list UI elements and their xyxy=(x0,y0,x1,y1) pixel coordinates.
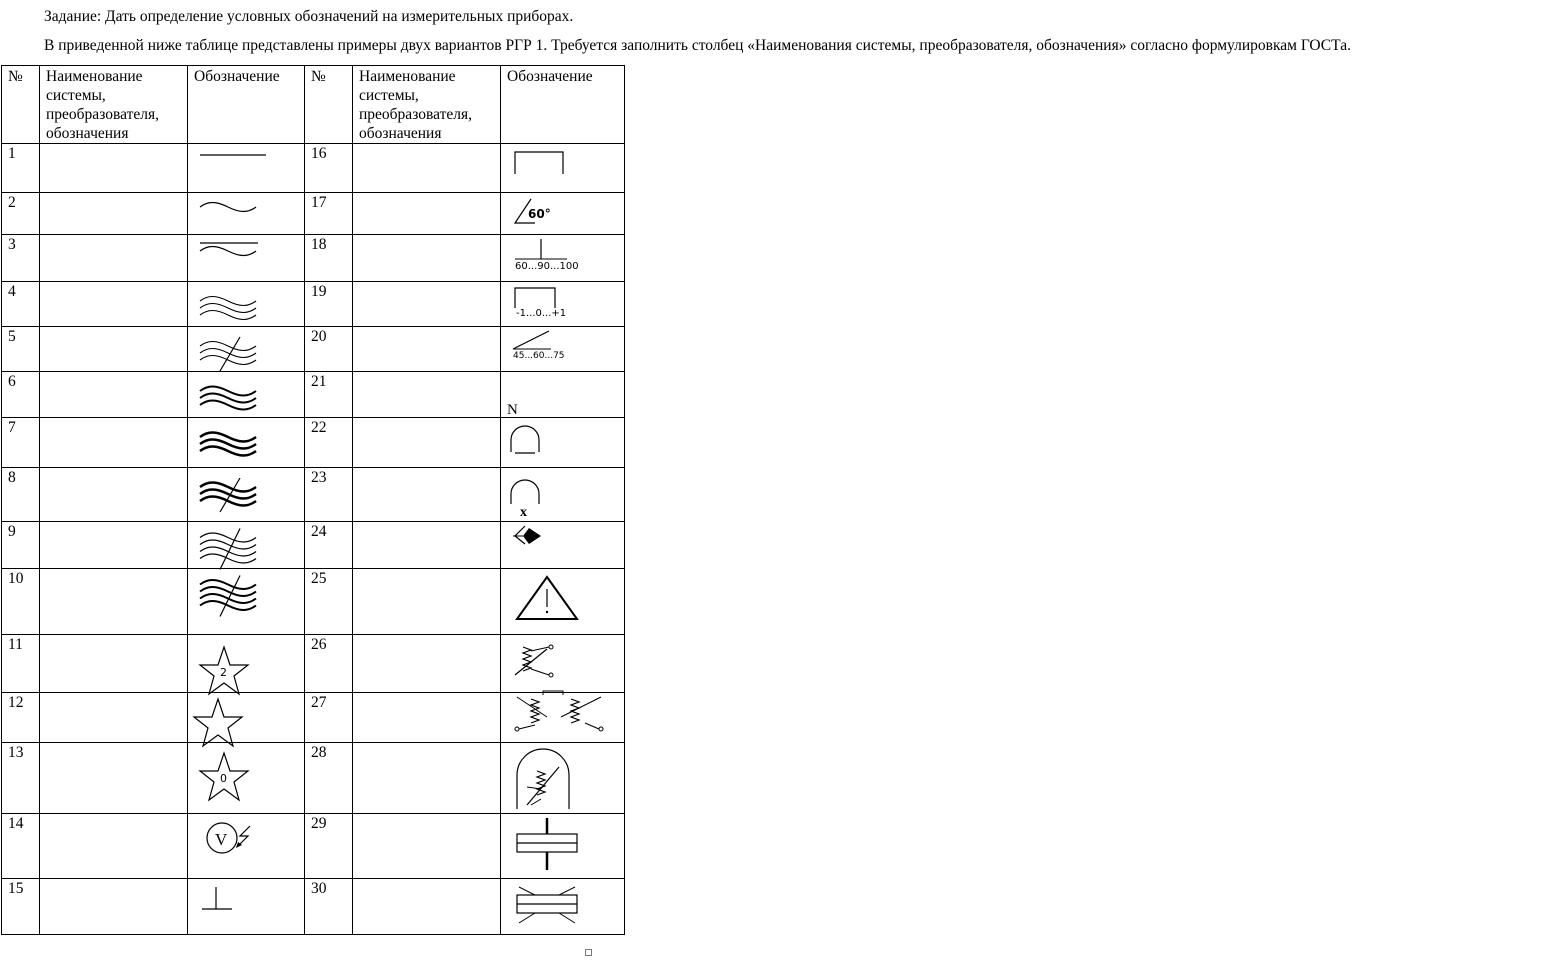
symbol-cell xyxy=(501,372,625,418)
symbol-cell xyxy=(501,569,625,635)
x-letter-label: x xyxy=(520,505,527,520)
bracket-up-icon xyxy=(501,144,611,193)
symbols-table xyxy=(1,65,625,935)
name-input-cell[interactable] xyxy=(40,144,188,193)
row-number: 9 xyxy=(2,522,40,569)
row-number: 23 xyxy=(305,468,353,522)
name-input-cell[interactable] xyxy=(40,418,188,468)
symbol-cell xyxy=(501,693,625,743)
star-zero-label: 0 xyxy=(220,772,227,785)
row-number: 14 xyxy=(2,814,40,879)
name-input-cell[interactable] xyxy=(353,693,501,743)
table-row xyxy=(2,372,625,418)
header-symbol-left: Обозначение xyxy=(188,66,305,144)
name-input-cell[interactable] xyxy=(353,193,501,235)
vertical-scale-icon xyxy=(501,235,611,282)
row-number: 16 xyxy=(305,144,353,193)
name-input-cell[interactable] xyxy=(40,814,188,879)
name-input-cell[interactable] xyxy=(353,468,501,522)
symbol-cell xyxy=(501,418,625,468)
row-number: 11 xyxy=(2,635,40,693)
row-number: 24 xyxy=(305,522,353,569)
symbol-cell xyxy=(501,522,625,569)
table-row xyxy=(2,193,625,235)
arch-x-icon xyxy=(501,468,611,522)
symbol-cell xyxy=(188,743,305,814)
name-input-cell[interactable] xyxy=(40,372,188,418)
symbol-cell xyxy=(188,814,305,879)
row-number: 26 xyxy=(305,635,353,693)
table-row xyxy=(2,814,625,879)
table-row xyxy=(2,879,625,935)
star-icon xyxy=(188,693,298,743)
header-name-line: обозначения xyxy=(359,125,442,142)
name-input-cell[interactable] xyxy=(353,282,501,327)
name-input-cell[interactable] xyxy=(353,327,501,372)
name-input-cell[interactable] xyxy=(353,635,501,693)
sine-wave-icon xyxy=(188,193,298,235)
symbol-cell xyxy=(188,693,305,743)
name-input-cell[interactable] xyxy=(40,193,188,235)
name-input-cell[interactable] xyxy=(353,814,501,879)
symbol-cell xyxy=(501,235,625,282)
bold-triple-wave-icon xyxy=(188,418,298,468)
header-name-line: системы, xyxy=(46,87,106,104)
row-number: 5 xyxy=(2,327,40,372)
name-input-cell[interactable] xyxy=(40,569,188,635)
symbol-cell xyxy=(188,418,305,468)
symbol-cell xyxy=(501,327,625,372)
row-number: 4 xyxy=(2,282,40,327)
star-0-icon xyxy=(188,743,298,814)
line-over-wave-icon xyxy=(188,235,298,282)
name-input-cell[interactable] xyxy=(353,418,501,468)
symbol-cell xyxy=(501,743,625,814)
symbol-cell xyxy=(188,282,305,327)
arched-resistor-icon xyxy=(501,743,611,814)
name-input-cell[interactable] xyxy=(40,879,188,935)
table-row xyxy=(2,468,625,522)
symbol-cell xyxy=(501,814,625,879)
header-name-line: обозначения xyxy=(46,125,129,142)
name-input-cell[interactable] xyxy=(40,522,188,569)
table-row xyxy=(2,327,625,372)
capacitor-bar-icon xyxy=(501,814,611,879)
symbol-cell xyxy=(501,282,625,327)
symbol-cell xyxy=(501,879,625,935)
name-input-cell[interactable] xyxy=(353,879,501,935)
row-number: 1 xyxy=(2,144,40,193)
crossed-bar-icon xyxy=(501,879,611,935)
double-resistor-icon xyxy=(501,693,611,743)
scale-bracket-label: -1...0...+1 xyxy=(516,308,567,319)
header-number-right: № xyxy=(305,66,353,144)
solid-line-icon xyxy=(188,144,298,193)
resistor-diagonal-icon xyxy=(501,635,611,693)
row-number: 15 xyxy=(2,879,40,935)
symbol-cell xyxy=(188,372,305,418)
symbol-cell xyxy=(188,569,305,635)
name-input-cell[interactable] xyxy=(40,743,188,814)
row-number: 27 xyxy=(305,693,353,743)
symbol-cell xyxy=(188,144,305,193)
n-letter-icon xyxy=(501,372,611,418)
table-row xyxy=(2,282,625,327)
symbol-cell xyxy=(501,468,625,522)
header-symbol-right: Обозначение xyxy=(501,66,625,144)
name-input-cell[interactable] xyxy=(353,235,501,282)
scale-vertical-label: 60...90...100 xyxy=(515,261,579,272)
row-number: 17 xyxy=(305,193,353,235)
name-input-cell[interactable] xyxy=(353,144,501,193)
table-row xyxy=(2,522,625,569)
star-2-icon xyxy=(188,635,298,693)
name-input-cell[interactable] xyxy=(40,235,188,282)
header-name-line: Наименование xyxy=(46,68,143,85)
row-number: 18 xyxy=(305,235,353,282)
symbol-cell xyxy=(501,193,625,235)
name-input-cell[interactable] xyxy=(353,522,501,569)
symbol-cell xyxy=(188,468,305,522)
name-input-cell[interactable] xyxy=(40,282,188,327)
row-number: 8 xyxy=(2,468,40,522)
row-number: 21 xyxy=(305,372,353,418)
table-row xyxy=(2,235,625,282)
name-input-cell[interactable] xyxy=(353,372,501,418)
diamond-pointer-icon xyxy=(501,522,611,569)
symbol-cell xyxy=(188,522,305,569)
warning-triangle-icon xyxy=(501,569,611,635)
header-name-line: преобразователя, xyxy=(359,106,472,123)
voltmeter-v-icon xyxy=(188,814,298,879)
task-line: Задание: Дать определение условных обозначений на измерительных приборах. xyxy=(44,8,574,25)
row-number: 28 xyxy=(305,743,353,814)
angle-label: 60° xyxy=(528,207,551,221)
header-number-left: № xyxy=(2,66,40,144)
table-row xyxy=(2,144,625,193)
arch-underline-icon xyxy=(501,418,611,468)
volt-label: V xyxy=(215,830,228,849)
table-row xyxy=(2,418,625,468)
header-row xyxy=(2,66,625,144)
crossed-bold-wave-icon xyxy=(188,468,298,522)
table-row xyxy=(2,743,625,814)
table-row xyxy=(2,635,625,693)
row-number: 25 xyxy=(305,569,353,635)
angled-scale-icon xyxy=(501,327,611,372)
row-number: 7 xyxy=(2,418,40,468)
table-row xyxy=(2,693,625,743)
crossed-double-wave-icon xyxy=(188,327,298,372)
symbol-cell xyxy=(501,635,625,693)
row-number: 22 xyxy=(305,418,353,468)
symbol-cell xyxy=(188,235,305,282)
crossed-quad-wave-icon xyxy=(188,569,298,635)
row-number: 3 xyxy=(2,235,40,282)
header-name-line: Наименование xyxy=(359,68,456,85)
row-number: 2 xyxy=(2,193,40,235)
header-name-line: системы, xyxy=(359,87,419,104)
header-name-line: преобразователя, xyxy=(46,106,159,123)
symbol-cell xyxy=(501,144,625,193)
double-wave-icon xyxy=(188,282,298,327)
row-number: 20 xyxy=(305,327,353,372)
row-number: 19 xyxy=(305,282,353,327)
symbol-cell xyxy=(188,635,305,693)
instruction-line: В приведенной ниже таблице представлены примеры двух вариантов РГР 1. Требуется заполнить столбец «Наименования системы, преобразователя, обозначения» согласно формулировкам ГОСТа. xyxy=(44,37,1351,54)
crossed-triple-wave-icon xyxy=(188,522,298,569)
name-input-cell[interactable] xyxy=(40,693,188,743)
ground-tee-icon xyxy=(188,879,298,935)
table-resize-handle[interactable] xyxy=(585,949,592,956)
header-name-right xyxy=(353,66,501,144)
name-input-cell[interactable] xyxy=(353,743,501,814)
n-letter-label: N xyxy=(507,402,518,418)
name-input-cell[interactable] xyxy=(40,635,188,693)
bracket-scale-icon xyxy=(501,282,611,327)
star-two-label: 2 xyxy=(220,666,227,679)
triple-wave-icon xyxy=(188,372,298,418)
scale-angled-label: 45...60...75 xyxy=(513,351,565,361)
name-input-cell[interactable] xyxy=(40,468,188,522)
symbol-cell xyxy=(188,327,305,372)
row-number: 29 xyxy=(305,814,353,879)
angle-60-icon xyxy=(501,193,611,235)
name-input-cell[interactable] xyxy=(40,327,188,372)
row-number: 30 xyxy=(305,879,353,935)
row-number: 12 xyxy=(2,693,40,743)
table-row xyxy=(2,569,625,635)
symbol-cell xyxy=(188,193,305,235)
symbol-cell xyxy=(188,879,305,935)
row-number: 13 xyxy=(2,743,40,814)
row-number: 6 xyxy=(2,372,40,418)
header-name-left xyxy=(40,66,188,144)
row-number: 10 xyxy=(2,569,40,635)
name-input-cell[interactable] xyxy=(353,569,501,635)
